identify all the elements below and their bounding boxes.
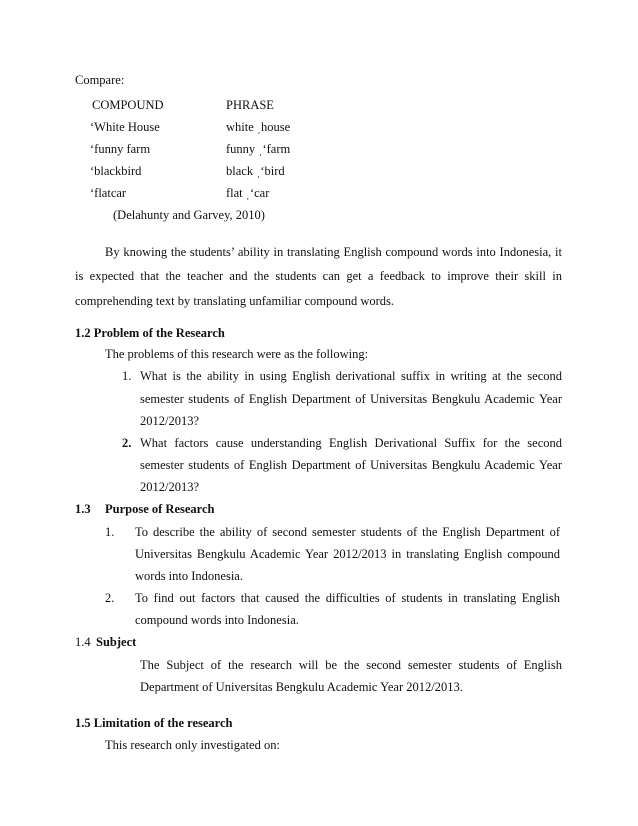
paragraph-line: The Subject of the research will be the second semester students of English [140, 658, 562, 672]
list-item-line: semester students of English Department of Universitas Bengkulu Academic Year [140, 392, 562, 406]
list-item-line: What factors cause understanding English Derivational Suffix for the second [140, 436, 562, 450]
compare-label: Compare: [75, 73, 125, 87]
section-heading-1-4: Subject [96, 635, 137, 649]
paragraph-line: Department of Universitas Bengkulu Academic Year 2012/2013. [140, 680, 463, 694]
section-text: This research only investigated on: [105, 738, 280, 752]
section-heading-1-5: 1.5 Limitation of the research [75, 716, 233, 730]
list-item-line: To find out factors that caused the difficulties of students in translating English [135, 591, 560, 605]
section-intro: The problems of this research were as the following: [105, 347, 369, 361]
phrase-cell: funny ˌ‘farm [226, 142, 291, 156]
section-number-1-3: 1.3 [75, 502, 91, 516]
list-number: 1. [122, 369, 132, 383]
list-item-line: words into Indonesia. [135, 569, 243, 583]
section-heading-1-2: 1.2 Problem of the Research [75, 326, 225, 340]
list-item-line: 2012/2013? [140, 414, 200, 428]
list-item-line: compound words into Indonesia. [135, 613, 299, 627]
section-number-1-4: 1.4 [75, 635, 91, 649]
list-item-line: semester students of English Department of Universitas Bengkulu Academic Year [140, 458, 562, 472]
phrase-cell: flat ˌ‘car [226, 186, 270, 200]
list-number: 2. [105, 591, 115, 605]
compound-cell: ‘White House [90, 120, 160, 134]
paragraph-line: comprehending text by translating unfamiliar compound words. [75, 294, 395, 308]
list-item-line: To describe the ability of second semester students of the English Department of [135, 525, 560, 539]
list-item-line: 2012/2013? [140, 480, 200, 494]
compound-cell: ‘flatcar [90, 186, 127, 200]
compound-cell: ‘blackbird [90, 164, 142, 178]
compound-cell: ‘funny farm [90, 142, 151, 156]
phrase-cell: white ˌhouse [226, 120, 291, 134]
list-item-line: Universitas Bengkulu Academic Year 2012/2013 in translating English compound [135, 547, 560, 561]
phrase-column-header: PHRASE [226, 98, 274, 112]
list-number: 2. [122, 436, 132, 450]
paragraph-line: By knowing the students’ ability in translating English compound words into Indonesia, it [105, 245, 562, 259]
phrase-cell: black ˌ‘bird [226, 164, 285, 178]
list-item-line: What is the ability in using English derivational suffix in writing at the second [140, 369, 562, 383]
compound-column-header: COMPOUND [92, 98, 164, 112]
list-number: 1. [105, 525, 115, 539]
citation: (Delahunty and Garvey, 2010) [113, 208, 265, 222]
paragraph-line: is expected that the teacher and the students can get a feedback to improve their skill in [75, 269, 562, 283]
section-heading-1-3: Purpose of Research [105, 502, 215, 516]
